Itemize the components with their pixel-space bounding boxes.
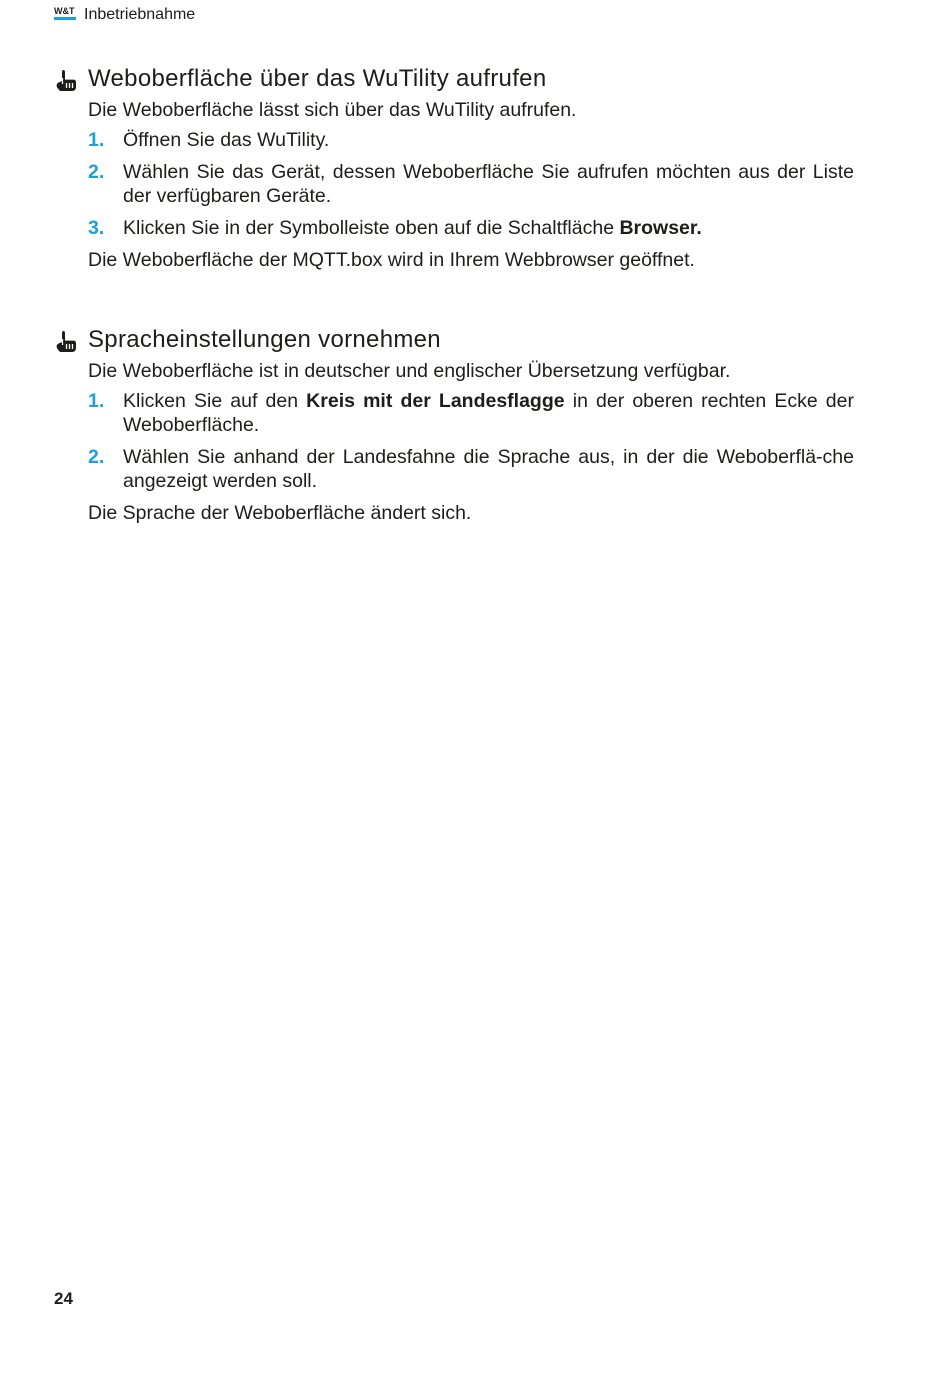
ui-element-name: Kreis mit der Landesflagge: [306, 390, 565, 412]
section-webui-wutility: [54, 62, 854, 272]
step-list: [88, 389, 854, 493]
step-text-part: Klicken Sie auf den: [123, 390, 307, 412]
step-number: 2.: [88, 161, 105, 183]
list-item: [88, 445, 854, 493]
step-text-part: in der oberen rechten Ecke der Weboberfläche.: [123, 390, 854, 436]
page-number: 24: [54, 1289, 73, 1308]
section-heading: [54, 62, 854, 96]
list-item: [88, 389, 854, 437]
section-title: Spracheinstellungen vornehmen: [88, 326, 441, 353]
ui-element-name: Browser.: [619, 217, 702, 239]
step-text: [123, 389, 854, 437]
step-number: 1.: [88, 129, 105, 151]
list-item: [88, 216, 854, 240]
section-result: Die Sprache der Weboberfläche ändert sich.: [88, 502, 472, 524]
section-language-settings: [54, 323, 854, 525]
step-text: [123, 160, 854, 208]
section-intro: Die Weboberfläche ist in deutscher und englischer Übersetzung verfügbar.: [88, 360, 731, 382]
step-list: [88, 128, 854, 240]
step-text-part: Wählen Sie das Gerät, dessen Weboberfläche Sie aufrufen möchten aus der Liste der verfügbaren Geräte.: [123, 161, 854, 207]
page-header: [54, 5, 195, 25]
list-item: [88, 160, 854, 208]
section-result: Die Weboberfläche der MQTT.box wird in Ihrem Webbrowser geöffnet.: [88, 249, 695, 271]
step-number: 3.: [88, 217, 105, 239]
step-text: [123, 216, 854, 240]
logo-underline: [54, 17, 76, 20]
hand-pointer-icon: [54, 330, 78, 354]
list-item: [88, 128, 854, 152]
step-text-part: Klicken Sie in der Symbolleiste oben auf die Schaltfläche: [123, 217, 620, 239]
section-heading: [54, 323, 854, 357]
section-intro: Die Weboberfläche lässt sich über das WuTility aufrufen.: [88, 99, 577, 121]
step-text-part: Wählen Sie anhand der Landesfahne die Sprache aus, in der die Weboberflä-che angezeigt werden soll.: [123, 446, 854, 492]
step-text: [123, 128, 854, 152]
section-title: Weboberfläche über das WuTility aufrufen: [88, 65, 547, 92]
logo-text: W&T: [54, 6, 75, 16]
hand-pointer-icon: [54, 69, 78, 93]
chapter-title: Inbetriebnahme: [84, 6, 196, 23]
step-text: [123, 445, 854, 493]
wt-logo: [54, 6, 76, 20]
step-number: 1.: [88, 390, 105, 412]
step-text-part: Öffnen Sie das WuTility.: [123, 129, 330, 151]
step-number: 2.: [88, 446, 105, 468]
